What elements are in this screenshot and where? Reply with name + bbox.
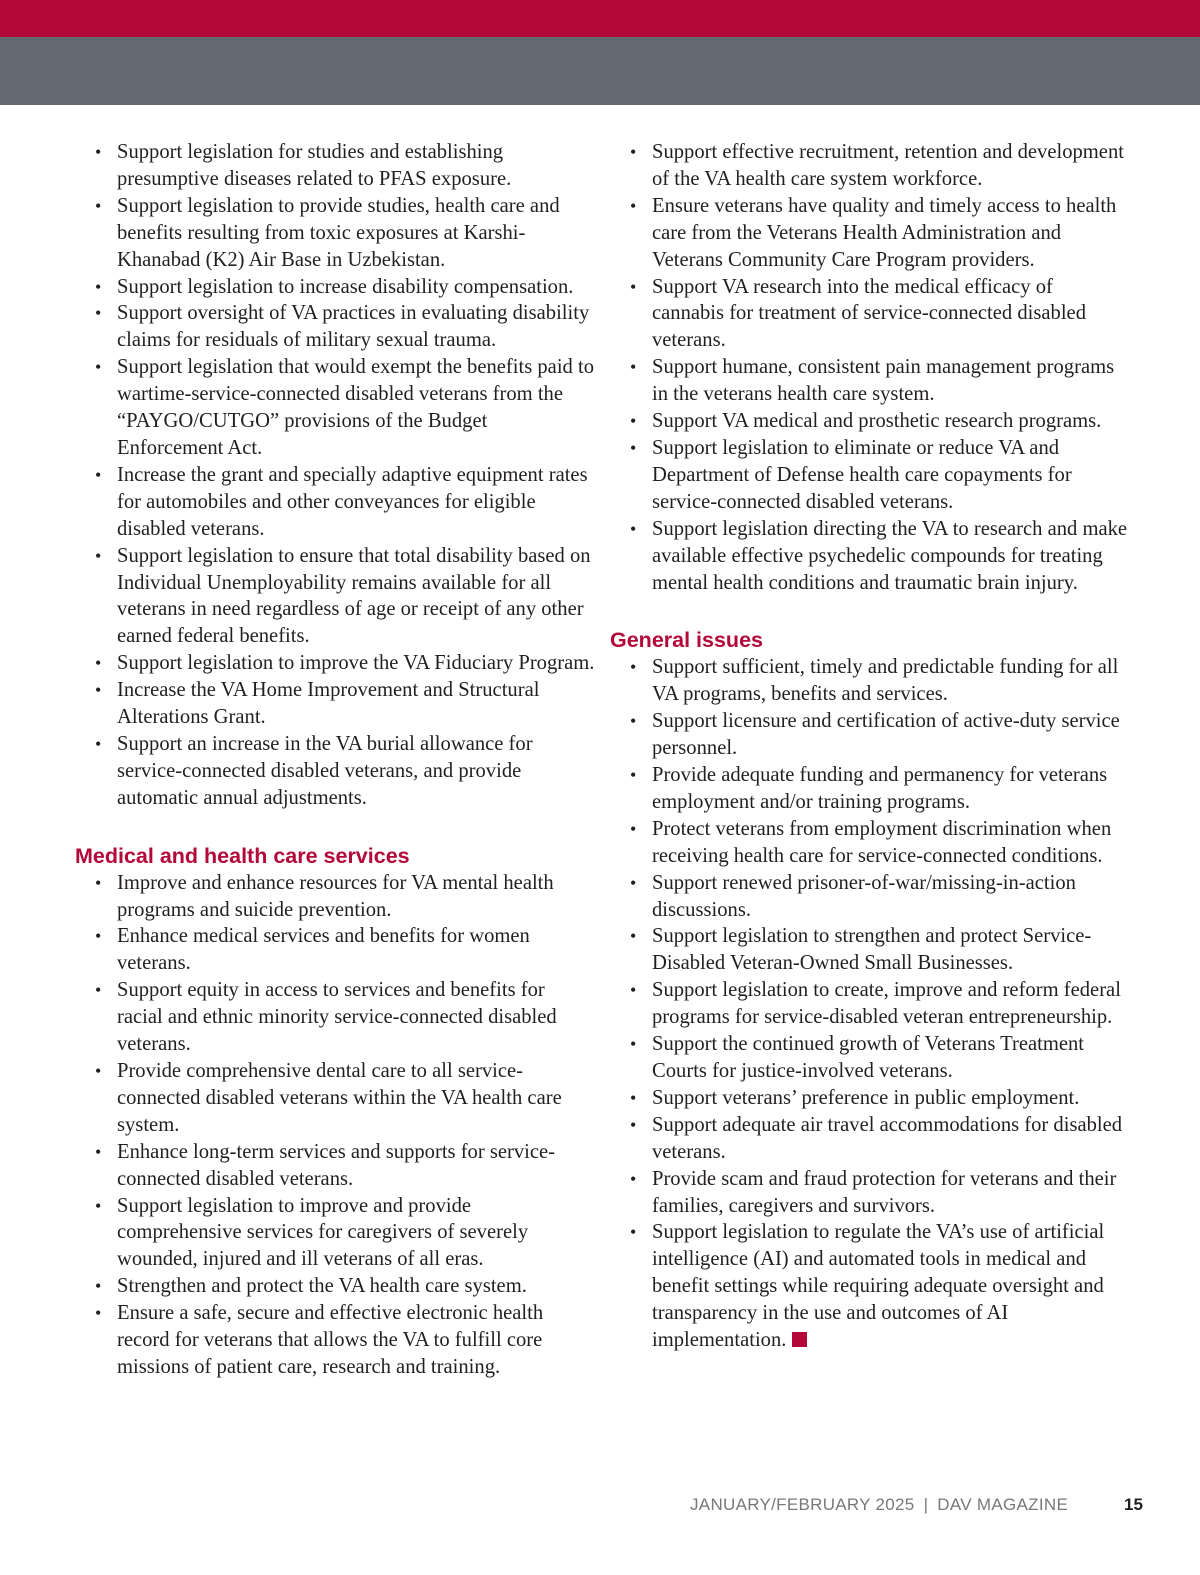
list-item: • Support legislation to increase disability compensation.	[75, 274, 595, 301]
end-mark-icon	[792, 1332, 807, 1347]
medical-list-continued	[610, 139, 1130, 596]
list-item: • Support VA research into the medical efficacy of cannabis for treatment of service-connected disabled veterans.	[610, 274, 1130, 355]
list-item: • Enhance medical services and benefits for women veterans.	[75, 923, 595, 977]
list-item: • Protect veterans from employment discrimination when receiving health care for service-connected conditions.	[610, 816, 1130, 870]
section-heading-general: General issues	[610, 628, 763, 653]
list-item: • Support legislation for studies and establishing presumptive diseases related to PFAS exposure.	[75, 139, 595, 193]
general-list	[610, 654, 1130, 1354]
issue-date: JANUARY/FEBRUARY 2025	[690, 1495, 915, 1514]
header-gray-band	[0, 37, 1200, 105]
footer-separator: |	[923, 1495, 929, 1514]
list-item-text: Support legislation to regulate the VA’s use of artificial intelligence (AI) and automated tools in medical and benefit settings while requiring adequate oversight and transparency in the use and outcomes of AI implementation.	[652, 1221, 1105, 1352]
list-item: • Ensure a safe, secure and effective electronic health record for veterans that allows the VA to fulfill core missions of patient care, research and training.	[75, 1300, 595, 1381]
list-item: • Support legislation directing the VA to research and make available effective psychedelic compounds for treating mental health conditions and traumatic brain injury.	[610, 516, 1130, 597]
list-item	[610, 1219, 1130, 1354]
section-heading-medical: Medical and health care services	[75, 843, 410, 868]
list-item: • Support oversight of VA practices in evaluating disability claims for residuals of military sexual trauma.	[75, 300, 595, 354]
list-item: • Support legislation to ensure that total disability based on Individual Unemployability remains available for all veterans in need regardless of age or receipt of any other earned federal benefits.	[75, 543, 595, 651]
list-item: • Enhance long-term services and supports for service-connected disabled veterans.	[75, 1139, 595, 1193]
benefits-list	[75, 139, 595, 812]
magazine-name: DAV MAGAZINE	[937, 1495, 1069, 1514]
list-item: • Support sufficient, timely and predictable funding for all VA programs, benefits and services.	[610, 654, 1130, 708]
list-item: • Support veterans’ preference in public employment.	[610, 1085, 1130, 1112]
medical-list	[75, 870, 595, 1381]
header-accent-band	[0, 0, 1200, 37]
list-item: • Support legislation to create, improve and reform federal programs for service-disabled veteran entrepreneurship.	[610, 977, 1130, 1031]
list-item: • Increase the VA Home Improvement and Structural Alterations Grant.	[75, 677, 595, 731]
list-item: • Provide adequate funding and permanency for veterans employment and/or training programs.	[610, 762, 1130, 816]
page-number: 15	[1124, 1495, 1143, 1514]
right-column	[610, 139, 1130, 1354]
list-item: • Support the continued growth of Veterans Treatment Courts for justice-involved veterans.	[610, 1031, 1130, 1085]
left-column	[75, 139, 595, 1381]
list-item: • Increase the grant and specially adaptive equipment rates for automobiles and other conveyances for eligible disabled veterans.	[75, 462, 595, 543]
page-footer	[690, 1495, 1068, 1515]
list-item: • Support legislation to eliminate or reduce VA and Department of Defense health care copayments for service-connected disabled veterans.	[610, 435, 1130, 516]
list-item: • Support legislation to improve and provide comprehensive services for caregivers of severely wounded, injured and ill veterans of all eras.	[75, 1193, 595, 1274]
list-item: • Support adequate air travel accommodations for disabled veterans.	[610, 1112, 1130, 1166]
list-item: • Support humane, consistent pain management programs in the veterans health care system.	[610, 354, 1130, 408]
list-item: • Ensure veterans have quality and timely access to health care from the Veterans Health Administration and Veterans Community Care Program providers.	[610, 193, 1130, 274]
list-item: • Provide comprehensive dental care to all service-connected disabled veterans within the VA health care system.	[75, 1058, 595, 1139]
list-item: • Support legislation to strengthen and protect Service-Disabled Veteran-Owned Small Businesses.	[610, 923, 1130, 977]
list-item: • Provide scam and fraud protection for veterans and their families, caregivers and survivors.	[610, 1166, 1130, 1220]
list-item: • Support legislation to provide studies, health care and benefits resulting from toxic exposures at Karshi-Khanabad (K2) Air Base in Uzbekistan.	[75, 193, 595, 274]
list-item: • Support VA medical and prosthetic research programs.	[610, 408, 1130, 435]
list-item: • Support an increase in the VA burial allowance for service-connected disabled veterans, and provide automatic annual adjustments.	[75, 731, 595, 812]
list-item: • Support legislation that would exempt the benefits paid to wartime-service-connected disabled veterans from the “PAYGO/CUTGO” provisions of the Budget Enforcement Act.	[75, 354, 595, 462]
list-item: • Support renewed prisoner-of-war/missing-in-action discussions.	[610, 870, 1130, 924]
list-item: • Support equity in access to services and benefits for racial and ethnic minority service-connected disabled veterans.	[75, 977, 595, 1058]
list-item: • Strengthen and protect the VA health care system.	[75, 1273, 595, 1300]
list-item: • Support licensure and certification of active-duty service personnel.	[610, 708, 1130, 762]
list-item: • Support legislation to improve the VA Fiduciary Program.	[75, 650, 595, 677]
list-item: • Support effective recruitment, retention and development of the VA health care system workforce.	[610, 139, 1130, 193]
list-item: • Improve and enhance resources for VA mental health programs and suicide prevention.	[75, 870, 595, 924]
